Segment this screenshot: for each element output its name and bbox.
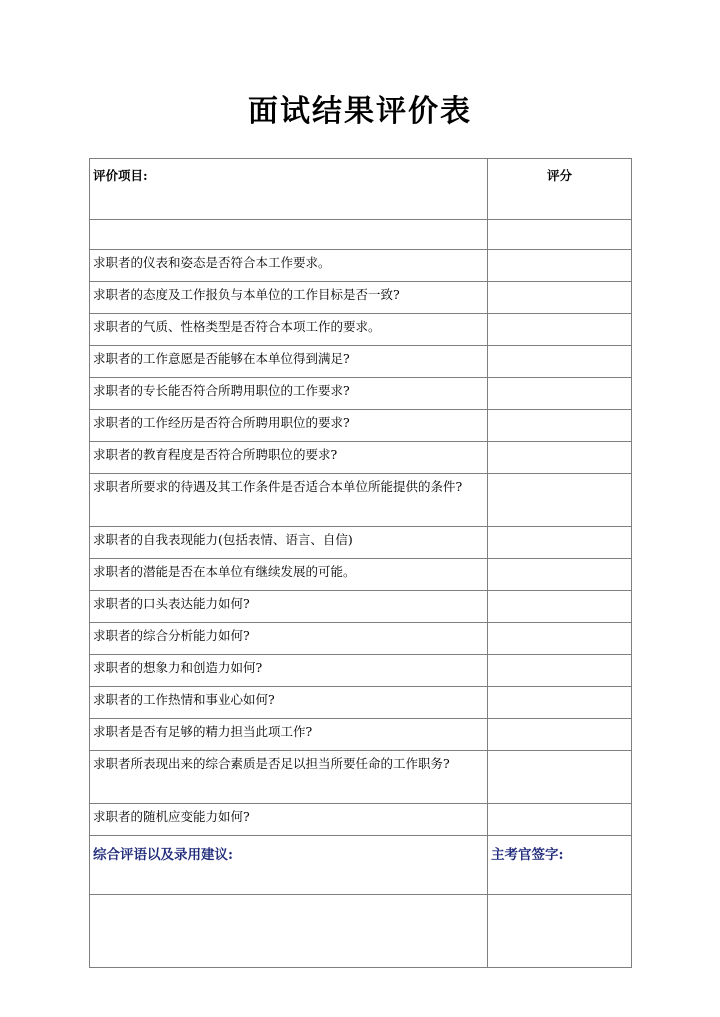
score-cell[interactable]	[488, 804, 632, 836]
score-cell[interactable]	[488, 314, 632, 346]
table-row	[90, 751, 632, 804]
table-row	[90, 282, 632, 314]
table-row	[90, 719, 632, 751]
criterion-cell: 求职者的专长能否符合所聘用职位的工作要求?	[90, 378, 488, 410]
table-row	[90, 527, 632, 559]
footer-input-row	[90, 895, 632, 968]
comments-label: 综合评语以及录用建议:	[90, 836, 488, 895]
criterion-cell: 求职者的态度及工作报负与本单位的工作目标是否一致?	[90, 282, 488, 314]
criterion-cell: 求职者所表现出来的综合素质是否足以担当所要任命的工作职务?	[90, 751, 488, 804]
score-cell[interactable]	[488, 591, 632, 623]
criterion-cell: 求职者的教育程度是否符合所聘职位的要求?	[90, 442, 488, 474]
page-title: 面试结果评价表	[248, 94, 472, 129]
criterion-cell: 求职者的随机应变能力如何?	[90, 804, 488, 836]
table-row	[90, 314, 632, 346]
blank-cell	[90, 220, 488, 250]
table-row	[90, 250, 632, 282]
table-row	[90, 442, 632, 474]
table-row	[90, 687, 632, 719]
score-cell[interactable]	[488, 623, 632, 655]
score-cell[interactable]	[488, 559, 632, 591]
score-cell[interactable]	[488, 250, 632, 282]
score-cell[interactable]	[488, 378, 632, 410]
score-cell[interactable]	[488, 719, 632, 751]
score-cell[interactable]	[488, 687, 632, 719]
score-cell[interactable]	[488, 655, 632, 687]
evaluation-table	[89, 158, 632, 968]
blank-row	[90, 220, 632, 250]
score-cell[interactable]	[488, 282, 632, 314]
score-cell[interactable]	[488, 442, 632, 474]
criterion-cell: 求职者是否有足够的精力担当此项工作?	[90, 719, 488, 751]
criterion-cell: 求职者的工作意愿是否能够在本单位得到满足?	[90, 346, 488, 378]
criterion-cell: 求职者的工作热情和事业心如何?	[90, 687, 488, 719]
table-row	[90, 591, 632, 623]
criterion-cell: 求职者的自我表现能力(包括表情、语言、自信)	[90, 527, 488, 559]
score-cell[interactable]	[488, 474, 632, 527]
criterion-cell: 求职者的气质、性格类型是否符合本项工作的要求。	[90, 314, 488, 346]
signature-field[interactable]	[488, 895, 632, 968]
footer-label-row	[90, 836, 632, 895]
criterion-cell: 求职者的潜能是否在本单位有继续发展的可能。	[90, 559, 488, 591]
criterion-cell: 求职者的工作经历是否符合所聘用职位的要求?	[90, 410, 488, 442]
signature-label: 主考官签字:	[488, 836, 632, 895]
table-row	[90, 804, 632, 836]
score-column-header: 评分	[488, 159, 632, 220]
table-row	[90, 474, 632, 527]
criterion-cell: 求职者的口头表达能力如何?	[90, 591, 488, 623]
item-column-header: 评价项目:	[90, 159, 488, 220]
table-header-row	[90, 159, 632, 220]
comments-field[interactable]	[90, 895, 488, 968]
score-cell[interactable]	[488, 410, 632, 442]
table-row	[90, 346, 632, 378]
table-row	[90, 559, 632, 591]
table-row	[90, 623, 632, 655]
criterion-cell: 求职者的想象力和创造力如何?	[90, 655, 488, 687]
score-cell[interactable]	[488, 220, 632, 250]
table-row	[90, 655, 632, 687]
score-cell[interactable]	[488, 527, 632, 559]
score-cell[interactable]	[488, 751, 632, 804]
table-row	[90, 410, 632, 442]
criterion-cell: 求职者的综合分析能力如何?	[90, 623, 488, 655]
criterion-cell: 求职者所要求的待遇及其工作条件是否适合本单位所能提供的条件?	[90, 474, 488, 527]
criterion-cell: 求职者的仪表和姿态是否符合本工作要求。	[90, 250, 488, 282]
table-row	[90, 378, 632, 410]
score-cell[interactable]	[488, 346, 632, 378]
